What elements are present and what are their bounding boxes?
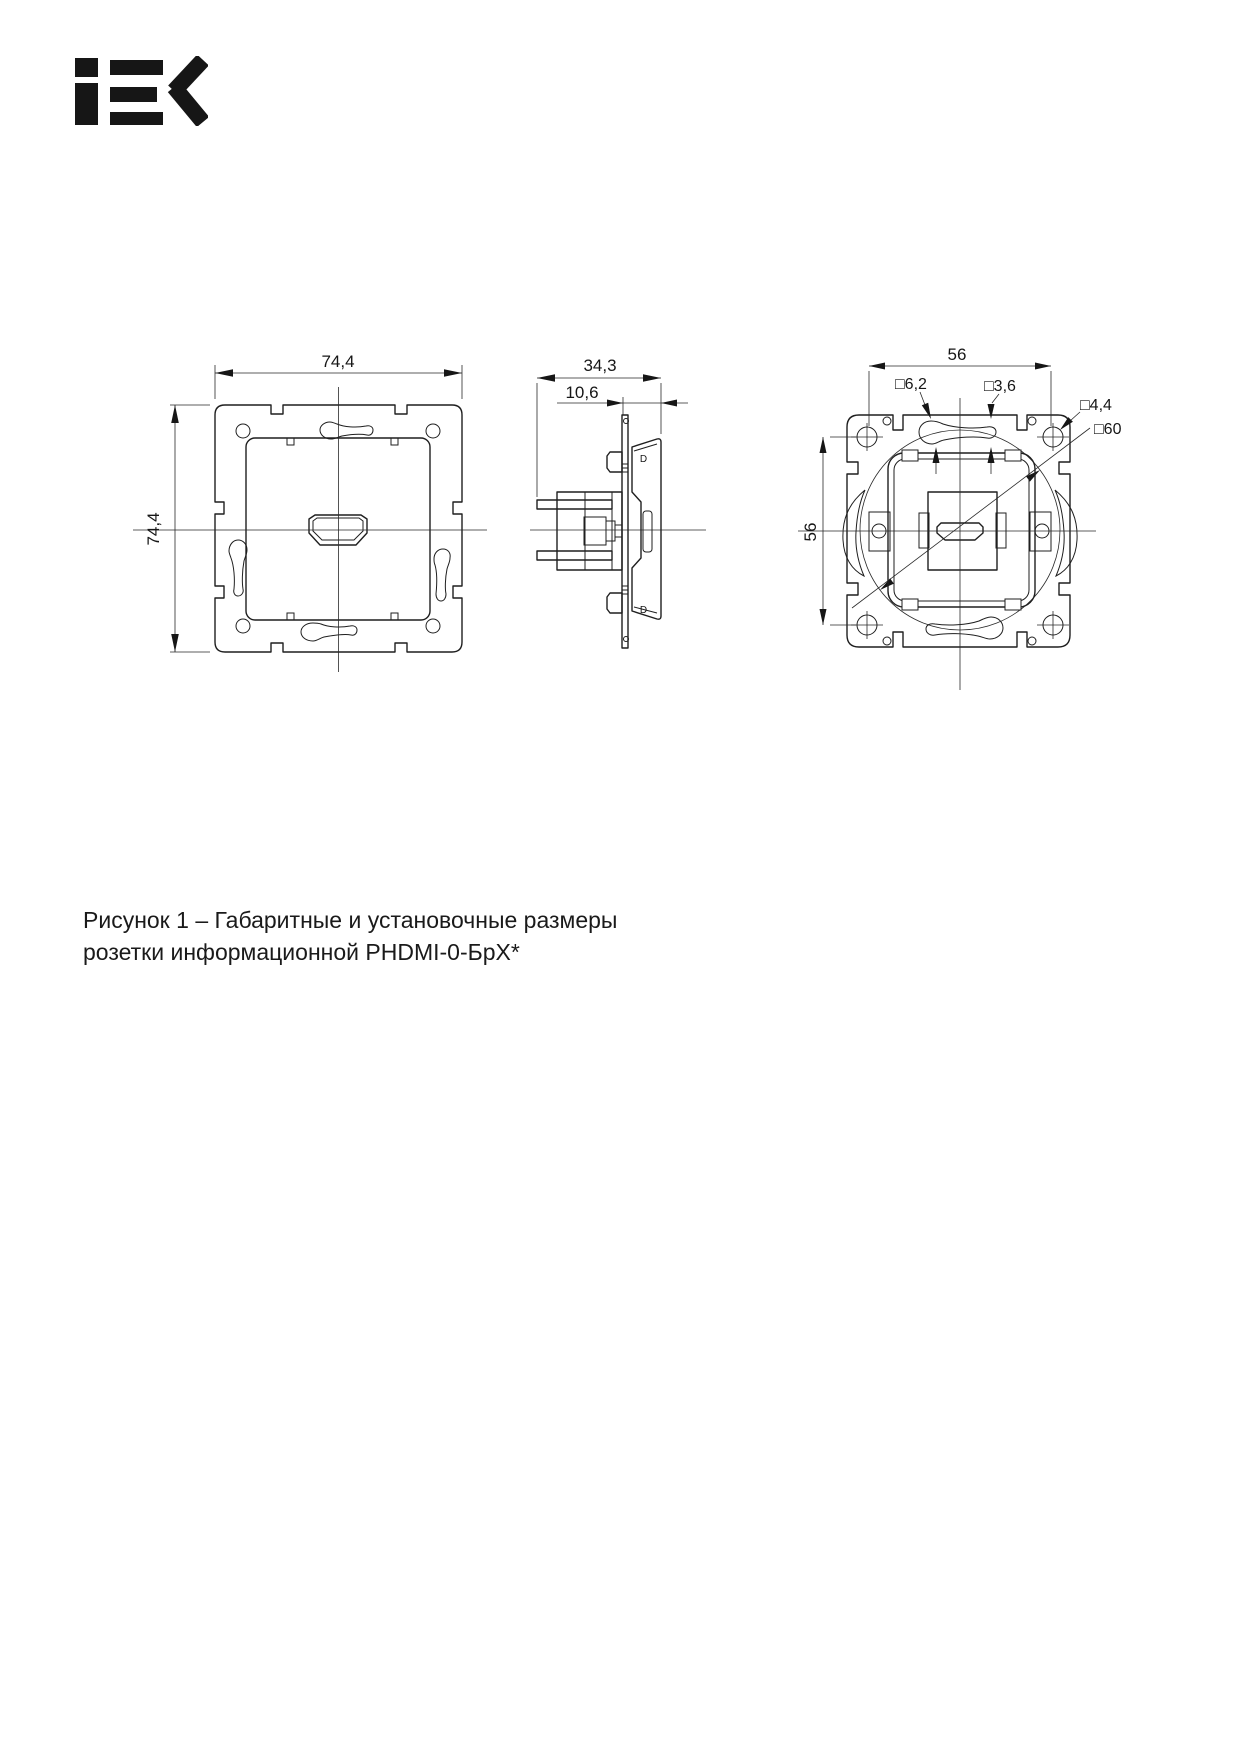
front-screw-hole bbox=[236, 424, 250, 438]
front-view-drawing bbox=[133, 352, 487, 672]
front-cover-notches bbox=[287, 438, 398, 620]
rear-extension-lines bbox=[830, 371, 1051, 625]
mold-mark-bottom: D bbox=[639, 605, 648, 616]
strap-small-hole bbox=[883, 417, 891, 425]
strap-small-hole bbox=[1028, 417, 1036, 425]
arrowhead bbox=[171, 634, 179, 652]
dim-side-offset: 10,6 bbox=[565, 383, 599, 402]
side-cover-inner-lines bbox=[634, 444, 657, 613]
label-slot-frame: □3,6 bbox=[984, 378, 1016, 395]
hole-square-leader bbox=[1070, 412, 1080, 421]
side-dimension-lines bbox=[537, 378, 688, 403]
claw-lever-left bbox=[843, 490, 865, 576]
arrowhead bbox=[988, 404, 995, 419]
arrowhead bbox=[537, 374, 555, 382]
rear-claw-slot-top bbox=[919, 421, 996, 444]
arrowhead bbox=[1026, 470, 1040, 482]
strap-small-hole bbox=[1028, 637, 1036, 645]
strap-small-hole bbox=[883, 637, 891, 645]
mold-mark-top: D bbox=[639, 454, 648, 465]
front-screw-hole bbox=[426, 424, 440, 438]
dim-rear-height: 56 bbox=[801, 522, 820, 542]
side-support-plate bbox=[622, 415, 628, 648]
side-latch-top bbox=[607, 452, 622, 472]
side-claw-arm-bottom bbox=[537, 551, 612, 560]
arrowhead bbox=[869, 363, 885, 370]
arrowhead bbox=[607, 400, 623, 407]
side-view-drawing bbox=[530, 356, 706, 648]
claw-lever-right bbox=[1055, 490, 1077, 576]
frame-tab bbox=[902, 599, 918, 610]
arrowhead bbox=[215, 369, 233, 377]
dim-front-width: 74,4 bbox=[321, 352, 355, 371]
front-dimension-lines bbox=[175, 373, 462, 652]
front-extension-lines bbox=[170, 365, 462, 652]
arrowhead bbox=[933, 447, 940, 463]
frame-tab bbox=[1005, 599, 1021, 610]
arrowhead bbox=[661, 400, 677, 407]
front-screw-hole bbox=[236, 619, 250, 633]
front-centerlines bbox=[133, 387, 487, 672]
side-connector-body bbox=[584, 517, 606, 545]
arrowhead bbox=[1035, 363, 1051, 370]
label-slot-claw: □6,2 bbox=[895, 376, 927, 393]
front-claw-slot-top bbox=[320, 422, 373, 439]
side-housing-lines bbox=[585, 492, 612, 570]
side-plate-details bbox=[622, 464, 628, 594]
side-hdmi-slot bbox=[643, 511, 652, 552]
arrowhead bbox=[444, 369, 462, 377]
label-box-square: □60 bbox=[1094, 421, 1122, 438]
side-claw-arm-top bbox=[537, 500, 612, 509]
label-hole-square: □4,4 bbox=[1080, 397, 1112, 414]
dim-side-depth: 34,3 bbox=[583, 356, 617, 375]
front-claw-slot-right bbox=[434, 549, 450, 601]
caption-line-2: розетки информационной PHDMI-0-БрХ* bbox=[83, 939, 520, 965]
frame-tab bbox=[902, 450, 918, 461]
rear-frame-outer bbox=[888, 453, 1035, 607]
arrowhead bbox=[820, 609, 827, 625]
arrowhead bbox=[820, 437, 827, 453]
arrowhead bbox=[922, 403, 931, 419]
claw-tab-right bbox=[1030, 512, 1051, 551]
rear-claw-slot-bottom bbox=[926, 617, 1003, 639]
side-connector-stub bbox=[606, 521, 615, 541]
figure-drawings bbox=[0, 0, 1245, 760]
arrowhead bbox=[1060, 417, 1073, 430]
arrowhead bbox=[880, 578, 894, 590]
side-cover-outline bbox=[632, 439, 661, 619]
frame-tab bbox=[1005, 450, 1021, 461]
hdmi-connector-front-inner bbox=[313, 518, 363, 540]
side-latch-bottom bbox=[607, 593, 622, 613]
front-screw-hole bbox=[426, 619, 440, 633]
rear-dimension-lines bbox=[823, 366, 1051, 625]
figure-caption bbox=[83, 904, 617, 968]
arrowhead bbox=[988, 447, 995, 463]
arrowhead bbox=[643, 374, 661, 382]
rear-view-drawing bbox=[798, 345, 1122, 690]
dim-rear-width: 56 bbox=[947, 345, 967, 364]
side-extension-lines bbox=[537, 383, 661, 497]
caption-line-1: Рисунок 1 – Габаритные и установочные размеры bbox=[83, 907, 618, 933]
front-claw-slot-left bbox=[229, 540, 247, 596]
rear-frame-inner bbox=[894, 459, 1029, 601]
dim-front-height: 74,4 bbox=[144, 512, 163, 546]
front-cover-outline bbox=[246, 438, 430, 620]
arrowhead bbox=[171, 405, 179, 423]
side-connector-stub bbox=[615, 525, 622, 537]
front-claw-slot-bottom bbox=[301, 623, 357, 641]
